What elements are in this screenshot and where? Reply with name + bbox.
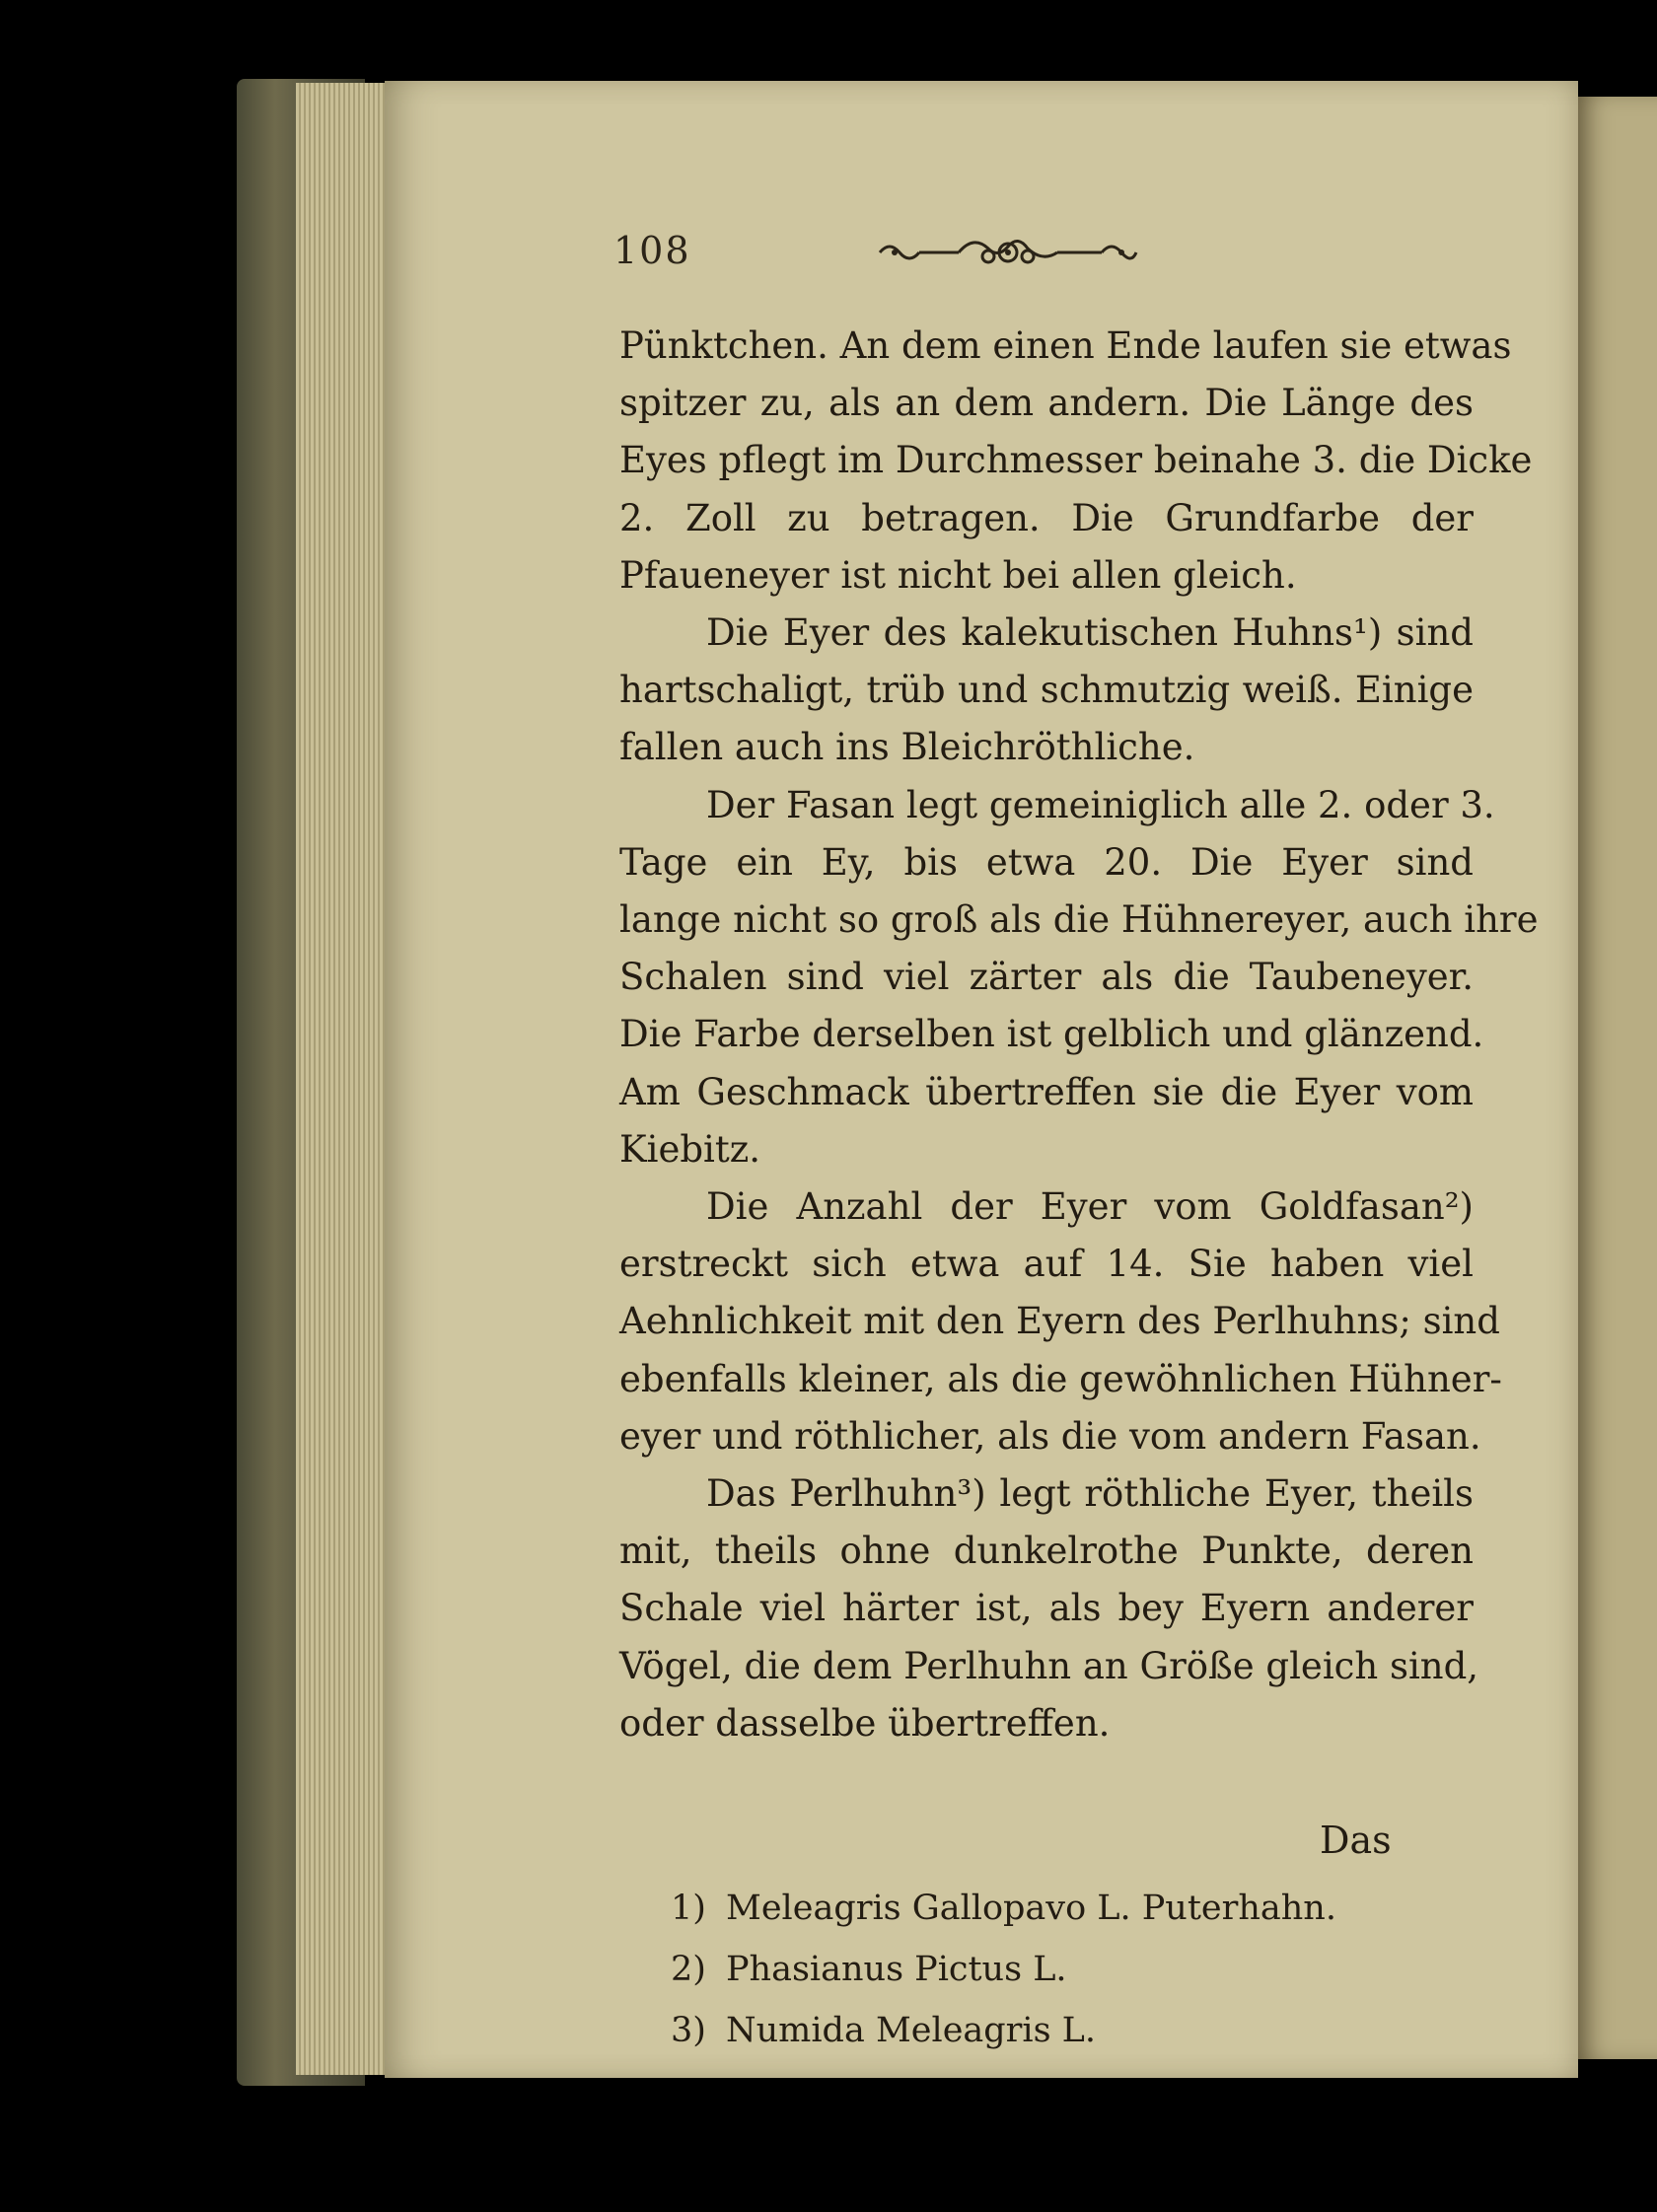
footnote [671,1939,1420,2000]
footnote-text: Meleagris Gallopavo L. Puterhahn. [726,1889,1336,1928]
text-line: Schale viel härter ist, als bey Eyern anderer [619,1587,1474,1630]
page-number: 108 [613,229,691,272]
text-line: eyer und röthlicher, als die vom andern Fasan. [619,1414,1481,1458]
text-line: Am Geschmack übertreffen sie die Eyer vom [619,1070,1474,1113]
text-line: Das Perlhuhn³) legt röthliche Eyer, theils [706,1472,1474,1516]
footnote-number: 3) [671,2011,706,2050]
text-line: 2. Zoll zu betragen. Die Grundfarbe der [619,496,1474,539]
text-line: ebenfalls kleiner, als die gewöhnlichen Hühner- [619,1357,1502,1400]
text-line: Die Farbe derselben ist gelblich und glänzend. [619,1013,1484,1056]
text-line: erstreckt sich etwa auf 14. Sie haben viel [619,1243,1474,1286]
book-page [385,81,1578,2078]
catchword: Das [1320,1819,1392,1862]
text-line: hartschaligt, trüb und schmutzig weiß. Einige [619,669,1474,712]
facing-page-edge [1576,97,1657,2059]
footnote-text: Numida Meleagris L. [726,2011,1097,2050]
footnotes [671,1878,1420,2061]
text-line: Vögel, die dem Perlhuhn an Größe gleich sind, [619,1644,1479,1687]
footnote [671,2000,1420,2061]
text-line: mit, theils ohne dunkelrothe Punkte, deren [619,1530,1474,1573]
text-line: Die Anzahl der Eyer vom Goldfasan²) [706,1185,1474,1229]
text-line: Pfaueneyer ist nicht bei allen gleich. [619,553,1297,597]
footnote-number: 1) [671,1889,706,1928]
footnote-text: Phasianus Pictus L. [726,1950,1067,1989]
header-ornament-icon [875,233,1141,272]
body-text [619,318,1539,1752]
text-line: Tage ein Ey, bis etwa 20. Die Eyer sind [619,840,1474,884]
text-line: Aehnlichkeit mit den Eyern des Perlhuhns; sind [619,1300,1500,1343]
text-line: Pünktchen. An dem einen Ende laufen sie etwas [619,324,1512,367]
text-line: Kiebitz. [619,1127,761,1171]
text-line: lange nicht so groß als die Hühnereyer, auch ihre [619,898,1539,942]
footnote-number: 2) [671,1950,706,1989]
text-line: spitzer zu, als an dem andern. Die Länge des [619,382,1474,425]
footnote [671,1878,1420,1939]
text-line: Schalen sind viel zärter als die Taubeneyer. [619,956,1474,999]
text-line: Der Fasan legt gemeiniglich alle 2. oder 3. [706,783,1495,826]
page-header [613,229,1501,298]
text-line: oder dasselbe übertreffen. [619,1701,1111,1745]
text-line: Die Eyer des kalekutischen Huhns¹) sind [706,611,1474,655]
text-line: Eyes pflegt im Durchmesser beinahe 3. die Dicke [619,439,1533,482]
text-line: fallen auch ins Bleichröthliche. [619,726,1195,769]
